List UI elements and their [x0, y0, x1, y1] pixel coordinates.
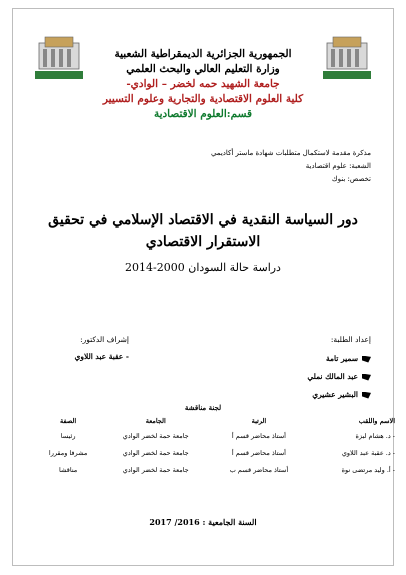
table-row: [35, 444, 397, 461]
thesis-title: دور السياسة النقدية في الاقتصاد الإسلامي في تحقيق الاستقرار الاقتصادي: [48, 212, 358, 250]
students-label: إعداد الطلبة:: [330, 335, 371, 344]
specialty-label: تخصص: بنوك: [331, 175, 371, 183]
student-name: عبد المالك نملي: [307, 372, 358, 381]
memo-statement: مذكرة مقدمة لاستكمال متطلبات شهادة ماستر أكاديمي: [210, 149, 371, 157]
jury-title: لجنة مناقشة: [184, 403, 222, 412]
thesis-cover-page: [12, 8, 394, 566]
jury-member-name: - د. عقبة عبد اللاوي: [341, 448, 395, 457]
jury-member-rank: أستاذ محاضر قسم أ: [231, 448, 286, 457]
degree-info: [211, 147, 371, 186]
university-name: جامعة الشهيد حمه لخضر – الوادي-: [126, 78, 280, 90]
jury-table: [35, 415, 397, 478]
department-name: قسم:العلوم الاقتصادية: [153, 108, 253, 120]
col-role-header: الصفة: [60, 417, 77, 425]
university-logo-right: [319, 33, 375, 83]
case-study-subtitle: دراسة حالة السودان 2000-2014: [125, 261, 281, 274]
jury-member-university: جامعة حمة لخضر الوادي: [122, 431, 189, 440]
jury-member-rank: أستاذ محاضر قسم أ: [231, 431, 286, 440]
col-name-header: الاسم واللقب: [358, 417, 395, 425]
faculty-name: كلية العلوم الاقتصادية والتجارية وعلوم التسيير: [102, 93, 304, 105]
pen-mark-icon: [362, 392, 371, 399]
academic-year: السنة الجامعية : 2016/ 2017: [149, 517, 257, 527]
jury-member-name: - د. هشام لبزة: [355, 431, 395, 440]
jury-member-university: جامعة حمة لخضر الوادي: [122, 448, 189, 457]
thesis-title-block: [33, 209, 373, 279]
jury-member-rank: أستاذ محاضر قسم ب: [229, 465, 289, 474]
institution-header: [93, 47, 313, 122]
jury-header-row: [35, 415, 397, 427]
student-name: البشير عشيري: [312, 390, 358, 399]
branch-label: الشعبة: علوم اقتصادية: [305, 162, 371, 170]
table-row: [35, 427, 397, 444]
pen-mark-icon: [362, 356, 371, 363]
student-row: [307, 386, 371, 404]
table-row: [35, 461, 397, 478]
jury-member-name: - أ. وليد مرتضى نوة: [341, 465, 395, 474]
republic-name: الجمهورية الجزائرية الديمقراطية الشعبية: [114, 48, 292, 60]
col-rank-header: الرتبة: [251, 417, 267, 425]
ministry-name: وزارة التعليم العالي والبحث العلمي: [126, 63, 280, 75]
student-row: [307, 350, 371, 368]
jury-member-role: مناقشا: [58, 465, 78, 474]
pen-mark-icon: [362, 374, 371, 381]
jury-member-university: جامعة حمة لخضر الوادي: [122, 465, 189, 474]
students-block: [307, 335, 371, 404]
supervisor-name: - عقبة عبد اللاوي: [74, 352, 129, 361]
university-logo-left: [31, 33, 87, 83]
jury-member-role: رئيسا: [60, 431, 76, 440]
jury-member-role: مشرفا ومقررا: [48, 448, 88, 457]
supervisor-block: [49, 335, 129, 361]
student-name: سمير تامة: [325, 354, 358, 363]
col-university-header: الجامعة: [145, 417, 166, 425]
student-row: [307, 368, 371, 386]
supervisor-label: إشراف الدكتور:: [80, 335, 129, 344]
